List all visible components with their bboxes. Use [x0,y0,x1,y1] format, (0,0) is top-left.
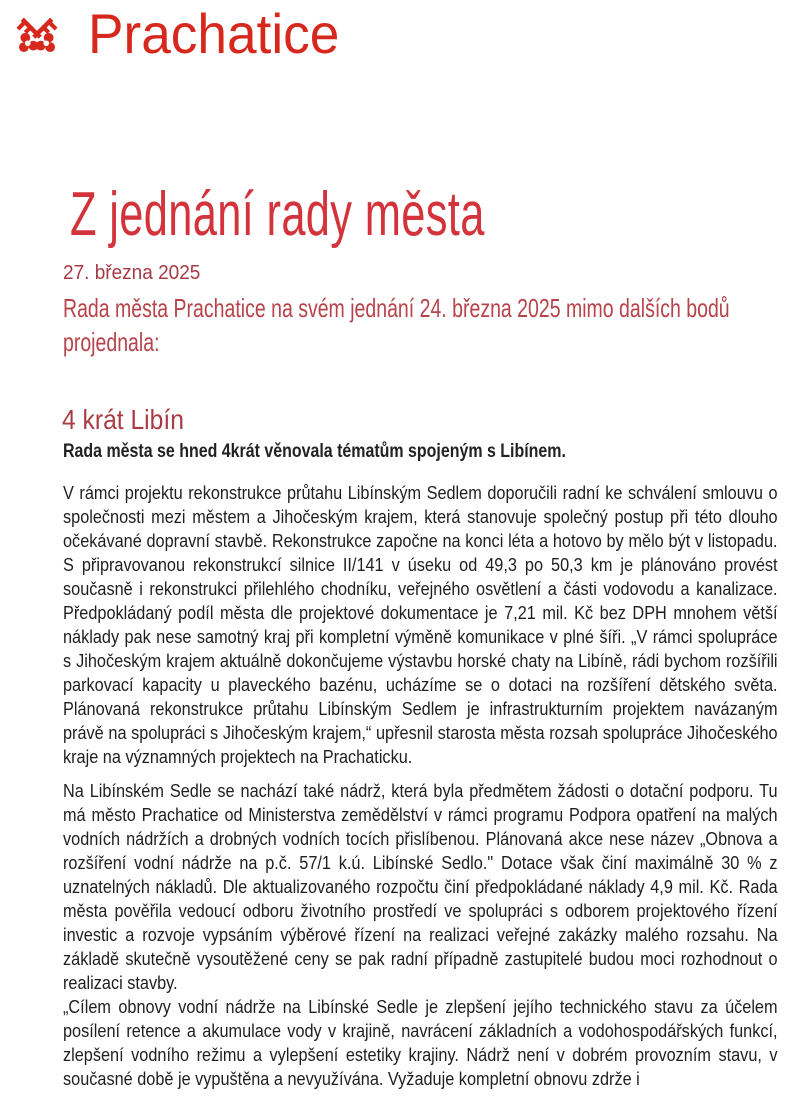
body-paragraph-1: V rámci projektu rekonstrukce průtahu Libínským Sedlem doporučili radní ke schválení smlouvu o společnosti mezi městem a Jihočeským krajem, která stanovuje společný postup při této dlouho očekávané dopravní stavbě. Rekonstrukce započne na konci léta a hotovo by mělo být v listopadu. S připravovanou rekonstrukcí silnice II/141 v úseku od 49,3 po 50,3 km je plánováno provést současně i rekonstrukci přilehlého chodníku, veřejného osvětlení a části vodovodu a kanalizace. Předpokládaný podíl města dle projektové dokumentace je 7,21 mil. Kč bez DPH mnohem větší náklady pak nese samotný kraj při kompletní výměně komunikace v plné šíři. „V rámci spolupráce s Jihočeským krajem aktuálně dokončujeme výstavbu horské chaty na Libíně, rádi bychom rozšířili parkovací kapacity u plaveckého bazénu, ucházíme se o dotaci na rozšíření dětského světa. Plánovaná rekonstrukce průtahu Libínským Sedlem je infrastrukturním projektem navázaným právě na spolupráci s Jihočeským krajem,“ upřesnil starosta města rozsah spolupráce Jihočeského kraje na významných projektech na Prachaticku. [63,482,778,767]
logo-text: Prachatice [88,2,340,65]
prachatice-logo[interactable] [8,4,353,64]
article-lead: Rada města Prachatice na svém jednání 24. března 2025 mimo dalších bodů projednala: [63,293,730,357]
crossed-keys-icon [8,5,66,63]
section-heading: 4 krát Libín [62,404,184,436]
body-paragraph-3: „Cílem obnovy vodní nádrže na Libínské Sedle je zlepšení jejího technického stavu za účelem posílení retence a akumulace vody v krajině, navrácení základních a vodohospodářských funkcí, zlepšení vodního režimu a vylepšení estetiky krajiny. Nádrž není v dobrém provozním stavu, v současné době je vypuštěna a nevyužívána. Vyžaduje kompletní obnovu zdrže i [63,996,778,1089]
body-paragraph-2: Na Libínském Sedle se nachází také nádrž, která byla předmětem žádosti o dotační podporu. Tu má město Prachatice od Ministerstva zemědělství v rámci programu Podpora opatření na malých vodních nádržích a drobných vodních tocích přislíbenou. Plánovaná akce nese název „Obnova a rozšíření vodní nádrže na p.č. 57/1 k.ú. Libínské Sedlo." Dotace však činí maximálně 30 % z uznatelných nákladů. Dle aktualizovaného rozpočtu činí předpokládané náklady 4,9 mil. Kč. Rada města pověřila vedoucí odboru životního prostředí ve spolupráci s odborem projektového řízení investic a rozvoje vypsáním výběrové řízení na realizaci veřejné zakázky malého rozsahu. Na základě skutečně vysoutěžené ceny se pak radní případně zastupitelé budou moci rozhodnout o realizaci stavby. [63,780,778,993]
article-date: 27. března 2025 [63,262,201,284]
article-body [63,481,778,1091]
intro-paragraph: Rada města se hned 4krát věnovala tématům spojeným s Libínem. [63,441,566,462]
page-title: Z jednání rady města [70,179,485,249]
